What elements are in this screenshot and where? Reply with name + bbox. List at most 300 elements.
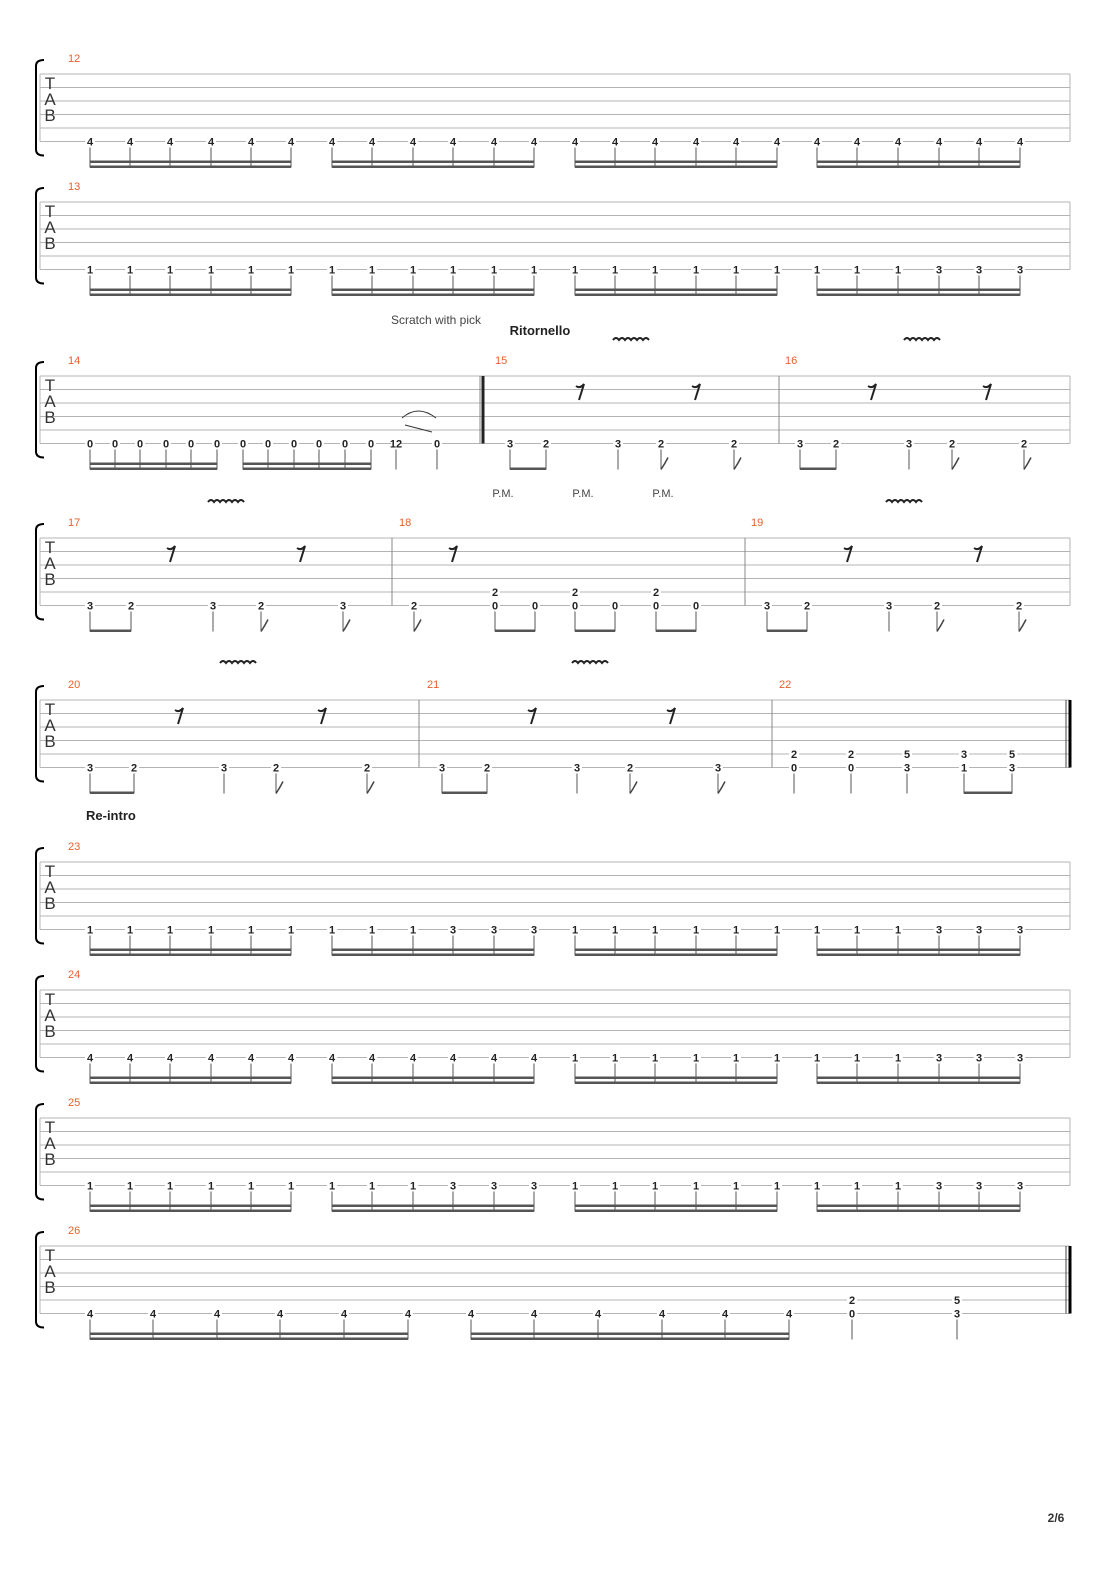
note-flag (630, 782, 637, 794)
fret-number: 1 (960, 762, 968, 775)
fret-number: 3 (935, 1052, 943, 1065)
fret-number: 3 (953, 1308, 961, 1321)
fret-number: 1 (287, 1180, 295, 1193)
fret-number: 3 (905, 438, 913, 451)
fret-number: 3 (530, 1180, 538, 1193)
tab-clef-letter: A (44, 392, 56, 411)
fret-number: 1 (773, 264, 781, 277)
note-beam (575, 289, 777, 292)
vibrato-mark (904, 338, 940, 340)
fret-number: 1 (773, 1180, 781, 1193)
fret-number: 1 (692, 264, 700, 277)
fret-number: 3 (975, 924, 983, 937)
vibrato-mark (886, 500, 922, 502)
fret-number: 2 (410, 600, 418, 613)
tab-clef-letter: B (44, 106, 56, 125)
tab-clef-letter: B (44, 732, 56, 751)
fret-number: 0 (111, 438, 119, 451)
note-beam (332, 161, 534, 164)
tab-clef-letter: T (44, 1118, 56, 1137)
fret-number: 1 (853, 1180, 861, 1193)
fret-number: 0 (162, 438, 170, 451)
fret-number: 3 (975, 1052, 983, 1065)
note-flag (661, 458, 668, 470)
fret-number: 1 (166, 1180, 174, 1193)
note-beam (817, 1210, 1020, 1213)
note-beam (495, 630, 535, 633)
fret-number: 4 (207, 136, 215, 149)
tab-clef-letter: B (44, 1278, 56, 1297)
fret-number: 1 (409, 264, 417, 277)
fret-number: 1 (853, 264, 861, 277)
fret-number: 4 (894, 136, 902, 149)
fret-number: 0 (341, 438, 349, 451)
fret-number: 2 (1020, 438, 1028, 451)
note-beam (575, 949, 777, 952)
palm-mute-label: P.M. (652, 488, 674, 500)
note-flag (276, 782, 283, 794)
note-beam (817, 161, 1020, 164)
fret-number: 1 (571, 1052, 579, 1065)
fret-number: 0 (491, 600, 499, 613)
note-beam (332, 294, 534, 297)
fret-number: 2 (847, 749, 855, 761)
fret-number: 1 (126, 1180, 134, 1193)
note-beam (90, 630, 131, 633)
eighth-rest (868, 384, 876, 400)
fret-number: 1 (692, 1052, 700, 1065)
note-beam (90, 1077, 291, 1080)
fret-number: 1 (530, 264, 538, 277)
fret-number: 4 (340, 1308, 348, 1321)
eighth-rest (974, 546, 982, 562)
note-beam (575, 1205, 777, 1208)
fret-number: 4 (530, 1052, 538, 1065)
note-beam (817, 294, 1020, 297)
fret-number: 1 (490, 264, 498, 277)
eighth-rest (449, 546, 457, 562)
fret-number: 0 (790, 762, 798, 775)
measure-number: 22 (779, 679, 792, 691)
fret-number: 3 (438, 762, 446, 775)
note-beam (332, 1210, 534, 1213)
note-beam (817, 1077, 1020, 1080)
fret-number: 2 (657, 438, 665, 451)
note-beam (90, 294, 291, 297)
section-title-re-intro: Re-intro (86, 808, 136, 823)
fret-number: 4 (773, 136, 781, 149)
note-flag (261, 620, 268, 632)
eighth-rest (576, 384, 584, 400)
eighth-rest (692, 384, 700, 400)
fret-number: 3 (1008, 762, 1016, 775)
section-title-ritornello: Ritornello (509, 323, 571, 338)
fret-number: 2 (1015, 600, 1023, 613)
fret-number: 4 (247, 136, 255, 149)
fret-number: 1 (853, 924, 861, 937)
fret-number: 0 (848, 1308, 856, 1321)
measure-number: 20 (68, 679, 81, 691)
fret-number: 0 (571, 600, 579, 613)
eighth-rest (667, 708, 675, 724)
fret-number: 3 (1016, 1180, 1024, 1193)
fret-number: 1 (368, 1180, 376, 1193)
fret-number: 1 (126, 264, 134, 277)
fret-number: 1 (732, 264, 740, 277)
fret-number: 1 (409, 924, 417, 937)
fret-number: 4 (530, 1308, 538, 1321)
fret-number: 4 (530, 136, 538, 149)
fret-number: 2 (257, 600, 265, 613)
fret-number: 1 (86, 924, 94, 937)
note-flag (1019, 620, 1026, 632)
fret-number: 1 (86, 1180, 94, 1193)
fret-number: 0 (433, 438, 441, 451)
fret-number: 1 (328, 1180, 336, 1193)
fret-number: 1 (166, 924, 174, 937)
fret-number: 4 (86, 1308, 94, 1321)
fret-number: 0 (136, 438, 144, 451)
note-beam (575, 1082, 777, 1085)
fret-number: 1 (207, 264, 215, 277)
fret-number: 4 (467, 1308, 475, 1321)
fret-number: 4 (785, 1308, 793, 1321)
fret-number: 2 (272, 762, 280, 775)
vibrato-mark (613, 338, 649, 340)
note-beam (471, 1333, 789, 1336)
note-beam (817, 289, 1020, 292)
fret-number: 3 (86, 762, 94, 775)
note-beam (656, 630, 696, 633)
fret-number: 1 (247, 1180, 255, 1193)
fret-number: 2 (363, 762, 371, 775)
fret-number: 0 (187, 438, 195, 451)
fret-number: 4 (658, 1308, 666, 1321)
fret-number: 1 (894, 1052, 902, 1065)
fret-number: 1 (611, 1180, 619, 1193)
fret-number: 4 (409, 1052, 417, 1065)
fret-number: 0 (692, 600, 700, 613)
note-beam (575, 294, 777, 297)
fret-number: 2 (730, 438, 738, 451)
fret-number: 4 (732, 136, 740, 149)
fret-number: 1 (813, 264, 821, 277)
note-beam (817, 166, 1020, 169)
eighth-rest (528, 708, 536, 724)
fret-number: 0 (290, 438, 298, 451)
fret-number: 4 (409, 136, 417, 149)
note-flag (414, 620, 421, 632)
fret-number: 3 (763, 600, 771, 613)
fret-number: 1 (611, 264, 619, 277)
fret-number: 4 (328, 1052, 336, 1065)
palm-mute-label: P.M. (572, 488, 594, 500)
fret-number: 0 (611, 600, 619, 613)
fret-number: 1 (651, 264, 659, 277)
fret-number: 3 (1016, 924, 1024, 937)
eighth-rest (983, 384, 991, 400)
note-beam (90, 1338, 408, 1341)
fret-number: 4 (571, 136, 579, 149)
note-beam (90, 1210, 291, 1213)
note-beam (90, 792, 134, 795)
tab-clef-letter: B (44, 1150, 56, 1169)
note-beam (90, 166, 291, 169)
fret-number: 0 (264, 438, 272, 451)
fret-number: 3 (86, 600, 94, 613)
fret-number: 2 (626, 762, 634, 775)
note-beam (817, 954, 1020, 957)
fret-number: 0 (239, 438, 247, 451)
fret-number: 3 (1016, 264, 1024, 277)
fret-number: 4 (126, 1052, 134, 1065)
tab-clef-letter: B (44, 234, 56, 253)
palm-mute-label: P.M. (492, 488, 514, 500)
fret-number: 2 (933, 600, 941, 613)
measure-number: 14 (68, 355, 81, 367)
fret-number: 3 (339, 600, 347, 613)
fret-number: 4 (276, 1308, 284, 1321)
fret-number: 3 (490, 924, 498, 937)
fret-number: 2 (948, 438, 956, 451)
fret-number: 4 (692, 136, 700, 149)
measure-number: 16 (785, 355, 798, 367)
vibrato-mark (220, 661, 256, 663)
fret-number: 1 (732, 924, 740, 937)
fret-number: 3 (903, 762, 911, 775)
tab-clef-letter: A (44, 218, 56, 237)
note-beam (575, 166, 777, 169)
note-beam (575, 954, 777, 957)
fret-number: 1 (287, 924, 295, 937)
fret-number: 1 (328, 924, 336, 937)
note-flag (937, 620, 944, 632)
fret-number: 2 (571, 587, 579, 599)
note-beam (575, 1077, 777, 1080)
fret-number: 3 (573, 762, 581, 775)
tab-clef-letter: T (44, 202, 56, 221)
fret-number: 1 (813, 1180, 821, 1193)
fret-number: 3 (885, 600, 893, 613)
note-beam (817, 949, 1020, 952)
note-beam (90, 954, 291, 957)
note-beam (575, 161, 777, 164)
fret-number: 1 (571, 1180, 579, 1193)
fret-number: 3 (935, 1180, 943, 1193)
measure-number: 18 (399, 517, 412, 529)
fret-number: 4 (287, 1052, 295, 1065)
fret-number: 4 (853, 136, 861, 149)
fret-number: 4 (368, 1052, 376, 1065)
fret-number: 2 (130, 762, 138, 775)
note-beam (800, 468, 836, 471)
note-beam (510, 468, 546, 471)
fret-number: 1 (368, 264, 376, 277)
fret-number: 1 (651, 1180, 659, 1193)
fret-number: 3 (209, 600, 217, 613)
fret-number: 12 (389, 438, 403, 451)
fret-number: 1 (571, 264, 579, 277)
fret-number: 5 (1008, 749, 1016, 761)
fret-number: 0 (847, 762, 855, 775)
fret-number: 1 (328, 264, 336, 277)
fret-number: 4 (975, 136, 983, 149)
note-flag (343, 620, 350, 632)
scratch-annotation: Scratch with pick (390, 313, 482, 327)
fret-number: 4 (166, 136, 174, 149)
note-beam (90, 468, 217, 471)
fret-number: 3 (975, 264, 983, 277)
note-beam (90, 949, 291, 952)
fret-number: 0 (315, 438, 323, 451)
note-beam (964, 792, 1012, 795)
fret-number: 1 (773, 1052, 781, 1065)
fret-number: 2 (127, 600, 135, 613)
fret-number: 3 (449, 1180, 457, 1193)
fret-number: 1 (126, 924, 134, 937)
fret-number: 3 (220, 762, 228, 775)
fret-number: 1 (651, 1052, 659, 1065)
note-beam (332, 1205, 534, 1208)
eighth-rest (167, 546, 175, 562)
note-beam (90, 289, 291, 292)
note-beam (90, 161, 291, 164)
tab-clef-letter: A (44, 1006, 56, 1025)
eighth-rest (175, 708, 183, 724)
tab-clef-letter: A (44, 716, 56, 735)
fret-number: 1 (853, 1052, 861, 1065)
fret-number: 4 (86, 136, 94, 149)
fret-number: 1 (732, 1052, 740, 1065)
fret-number: 3 (714, 762, 722, 775)
measure-number: 12 (68, 53, 81, 65)
fret-number: 1 (894, 924, 902, 937)
fret-number: 1 (207, 924, 215, 937)
note-beam (575, 630, 615, 633)
fret-number: 0 (86, 438, 94, 451)
fret-number: 4 (86, 1052, 94, 1065)
fret-number: 1 (207, 1180, 215, 1193)
fret-number: 4 (1016, 136, 1024, 149)
fret-number: 4 (594, 1308, 602, 1321)
tab-clef-letter: T (44, 376, 56, 395)
note-beam (243, 468, 371, 471)
note-beam (243, 463, 371, 466)
fret-number: 1 (571, 924, 579, 937)
fret-number: 3 (449, 924, 457, 937)
tab-clef-letter: A (44, 90, 56, 109)
fret-number: 3 (506, 438, 514, 451)
tab-clef-letter: T (44, 74, 56, 93)
fret-number: 4 (247, 1052, 255, 1065)
fret-number: 5 (903, 749, 911, 761)
measure-number: 23 (68, 841, 81, 853)
fret-number: 0 (213, 438, 221, 451)
tab-clef-letter: A (44, 554, 56, 573)
tab-clef-letter: A (44, 878, 56, 897)
fret-number: 1 (247, 924, 255, 937)
fret-number: 4 (287, 136, 295, 149)
fret-number: 2 (832, 438, 840, 451)
tab-clef-letter: T (44, 990, 56, 1009)
note-beam (90, 1082, 291, 1085)
fret-number: 1 (611, 1052, 619, 1065)
fret-number: 3 (796, 438, 804, 451)
page-number: 2/6 (1047, 1511, 1065, 1525)
fret-number: 3 (614, 438, 622, 451)
measure-number: 17 (68, 517, 81, 529)
fret-number: 4 (813, 136, 821, 149)
tab-clef-letter: B (44, 570, 56, 589)
fret-number: 4 (404, 1308, 412, 1321)
fret-number: 1 (449, 264, 457, 277)
fret-number: 2 (790, 749, 798, 761)
fret-number: 4 (207, 1052, 215, 1065)
fret-number: 1 (247, 264, 255, 277)
fret-number: 4 (149, 1308, 157, 1321)
eighth-rest (318, 708, 326, 724)
fret-number: 2 (483, 762, 491, 775)
fret-number: 1 (894, 264, 902, 277)
fret-number: 4 (328, 136, 336, 149)
measure-number: 13 (68, 181, 81, 193)
tab-clef-letter: B (44, 408, 56, 427)
fret-number: 1 (368, 924, 376, 937)
fret-number: 2 (803, 600, 811, 613)
note-beam (332, 954, 534, 957)
fret-number: 2 (848, 1295, 856, 1307)
tab-clef-letter: B (44, 1022, 56, 1041)
fret-number: 3 (975, 1180, 983, 1193)
fret-number: 3 (530, 924, 538, 937)
fret-number: 3 (935, 924, 943, 937)
fret-number: 4 (449, 1052, 457, 1065)
tab-clef-letter: T (44, 538, 56, 557)
note-beam (471, 1338, 789, 1341)
measure-number: 21 (427, 679, 440, 691)
note-beam (332, 1082, 534, 1085)
note-beam (332, 289, 534, 292)
note-flag (718, 782, 725, 794)
vibrato-mark (572, 661, 608, 663)
fret-number: 4 (126, 136, 134, 149)
measure-number: 19 (751, 517, 764, 529)
fret-number: 4 (721, 1308, 729, 1321)
note-beam (332, 166, 534, 169)
fret-number: 1 (287, 264, 295, 277)
tab-clef-letter: T (44, 862, 56, 881)
tab-clef-letter: A (44, 1134, 56, 1153)
measure-number: 26 (68, 1225, 81, 1237)
eighth-rest (297, 546, 305, 562)
note-beam (575, 1210, 777, 1213)
fret-number: 1 (692, 1180, 700, 1193)
note-beam (90, 1205, 291, 1208)
measure-number: 15 (495, 355, 508, 367)
fret-number: 3 (960, 749, 968, 761)
fret-number: 1 (651, 924, 659, 937)
note-beam (90, 463, 217, 466)
slide-line (405, 425, 432, 432)
fret-number: 4 (490, 136, 498, 149)
fret-number: 1 (773, 924, 781, 937)
measure-number: 25 (68, 1097, 81, 1109)
fret-number: 3 (1016, 1052, 1024, 1065)
fret-number: 2 (491, 587, 499, 599)
fret-number: 4 (651, 136, 659, 149)
fret-number: 2 (542, 438, 550, 451)
note-beam (817, 1205, 1020, 1208)
